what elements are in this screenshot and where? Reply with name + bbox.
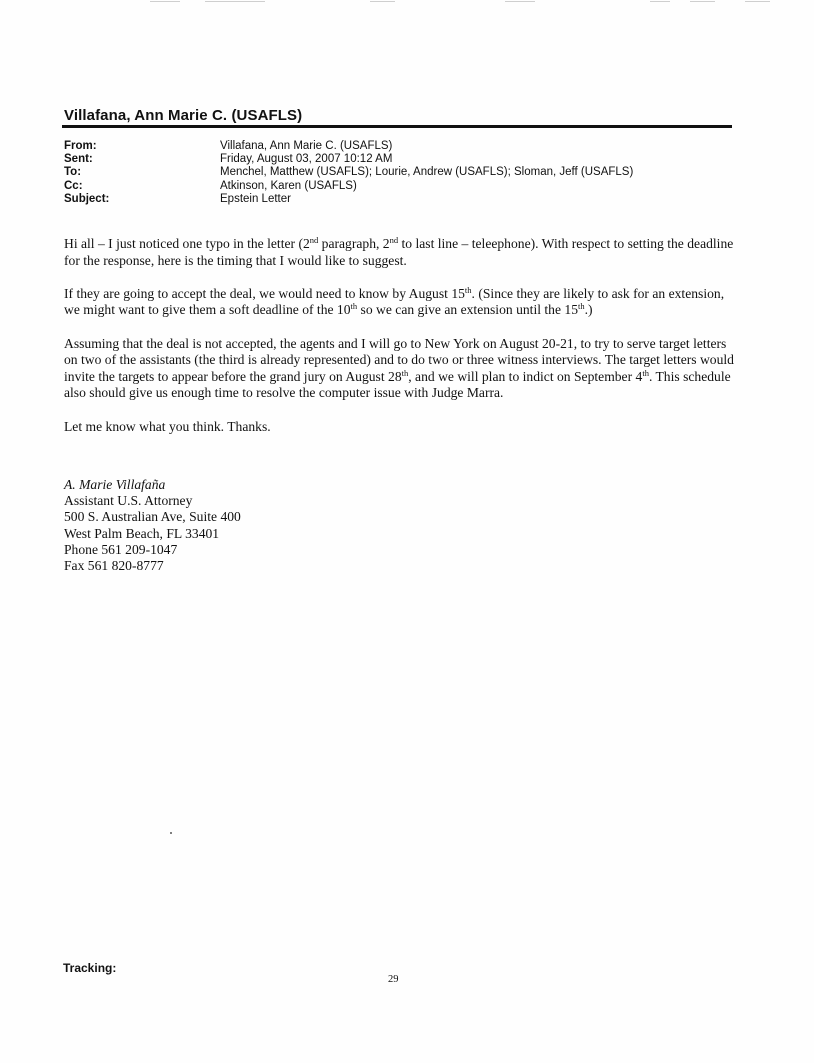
text-run: .) xyxy=(584,302,593,318)
text-run: Assuming that the deal is not accepted, the agents and I will go to New York on August 20-21, to try to serve target letters on two of the assistants (the third is already represented) and to do two or three witness interviews. The target letters would invite the targets to appear before the grand jury on August 28 xyxy=(64,335,734,384)
superscript: th xyxy=(578,301,585,312)
signature-line-phone: Phone 561 209-1047 xyxy=(64,541,178,557)
meta-value: Friday, August 03, 2007 10:12 AM xyxy=(220,153,393,166)
meta-row-subject xyxy=(64,193,633,206)
signature-line-address: 500 S. Australian Ave, Suite 400 xyxy=(64,509,241,525)
scan-speck xyxy=(170,832,172,834)
superscript: nd xyxy=(389,235,399,245)
signature-block xyxy=(64,477,241,574)
meta-label: From: xyxy=(64,140,97,152)
email-body xyxy=(64,236,736,452)
meta-row-to xyxy=(64,166,633,179)
text-run: Hi all – I just noticed one typo in the letter (2 xyxy=(64,236,310,251)
header-divider xyxy=(62,125,732,128)
text-run: . This schedule also should give us enough time to resolve the computer issue with Judge Marra. xyxy=(64,368,731,401)
superscript: th xyxy=(464,284,472,295)
meta-row-from xyxy=(64,140,633,153)
signature-line-fax: Fax 561 820-8777 xyxy=(64,558,164,574)
text-run: If they are going to accept the deal, we would need to know by August 15 xyxy=(64,285,465,301)
text-run: . (Since they are likely to ask for an extension, we might want to give them a soft deadline of the 10 xyxy=(64,285,725,318)
email-meta xyxy=(64,140,633,206)
meta-label: Sent: xyxy=(64,153,93,166)
scan-edge-marks xyxy=(0,0,814,6)
text-run: to last line – teleephone). With respect to setting the deadline for the response, here is the timing that I would like to suggest. xyxy=(64,236,734,268)
superscript: th xyxy=(401,367,409,378)
signature-line-title: Assistant U.S. Attorney xyxy=(64,493,193,509)
sender-header-title: Villafana, Ann Marie C. (USAFLS) xyxy=(64,107,303,124)
superscript: th xyxy=(350,301,358,312)
meta-value: Epstein Letter xyxy=(220,192,291,205)
meta-value: Atkinson, Karen (USAFLS) xyxy=(220,179,357,192)
tracking-label: Tracking: xyxy=(63,961,117,975)
superscript: th xyxy=(642,367,649,378)
meta-value: Menchel, Matthew (USAFLS); Lourie, Andrew (USAFLS); Sloman, Jeff (USAFLS) xyxy=(220,166,634,179)
meta-value: Villafana, Ann Marie C. (USAFLS) xyxy=(220,140,393,152)
text-run: , and we will plan to indict on September 4 xyxy=(408,368,643,384)
body-paragraph-closing: Let me know what you think. Thanks. xyxy=(64,418,271,434)
body-paragraph-schedule xyxy=(64,336,736,402)
page-number: 29 xyxy=(388,974,399,985)
signature-name: A. Marie Villafaña xyxy=(64,477,166,492)
meta-label: To: xyxy=(64,166,82,179)
meta-row-sent xyxy=(64,153,633,166)
superscript: nd xyxy=(309,235,319,245)
text-run: so we can give an extension until the 15 xyxy=(357,302,579,318)
meta-label: Cc: xyxy=(64,179,83,192)
signature-line-city: West Palm Beach, FL 33401 xyxy=(64,525,220,541)
body-paragraph-typo xyxy=(64,236,736,269)
body-paragraph-deadline xyxy=(64,286,736,319)
meta-row-cc xyxy=(64,180,633,193)
text-run: paragraph, 2 xyxy=(318,236,390,251)
meta-label: Subject: xyxy=(64,192,110,205)
